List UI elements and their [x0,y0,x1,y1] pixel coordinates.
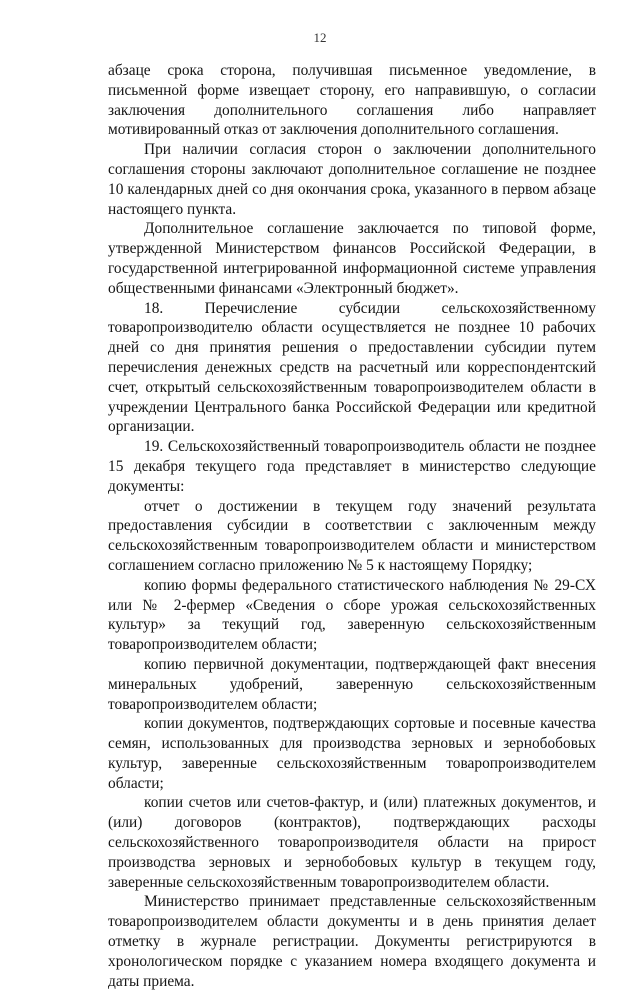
paragraph-statistics-form: копию формы федерального статистического наблюдения № 29-СХ или № 2-фермер «Сведения о сборе урожая сельскохозяйственных культур» за текущий год, заверенную сельскохозяйственным товаропроизводителем области; [108,576,596,654]
paragraph-agreement-consent: При наличии согласия сторон о заключении дополнительного соглашения стороны заключают дополнительное соглашение не позднее 10 календарных дней со дня окончания срока, указанного в первом абзаце настоящего пункта. [108,141,596,218]
paragraph-item-19: 19. Сельскохозяйственный товаропроизводитель области не позднее 15 декабря текущего года представляет в министерство следующие документы: [108,438,596,495]
page-number: 12 [313,30,327,45]
paragraph-ministry-registration: Министерство принимает представленные сельскохозяйственным товаропроизводителем области документы и в день принятия делает отметку в журнале регистрации. Документы регистрируются в хронологическом порядке с указанием номера входящего документа и даты приема. [108,893,596,990]
paragraph-typical-form: Дополнительное соглашение заключается по типовой форме, утвержденной Министерством финансов Российской Федерации, в государственной интегрированной информационной системе управления общественными финансами «Электронный бюджет». [108,220,596,297]
paragraph-primary-docs: копию первичной документации, подтверждающей факт внесения минеральных удобрений, заверенную сельскохозяйственным товаропроизводителем области; [108,655,596,713]
paragraph-invoices: копии счетов или счетов-фактур, и (или) платежных документов, и (или) договоров (контрактов), подтверждающих расходы сельскохозяйственного товаропроизводителя области на прирост производства зерновых и зернобобовых культур в текущем году, заверенные сельскохозяйственным товаропроизводителем области. [108,794,596,891]
paragraph-seed-docs: копии документов, подтверждающих сортовые и посевные качества семян, использованных для производства зерновых и зернобобовых культур, заверенные сельскохозяйственным товаропроизводителем области; [108,715,596,792]
document-body [108,61,596,991]
paragraph-report: отчет о достижении в текущем году значений результата предоставления субсидии в соответствии с заключенным между сельскохозяйственным товаропроизводителем области и министерством соглашением согласно приложению № 5 к настоящему Порядку; [108,497,596,574]
paragraph-continuation: абзаце срока сторона, получившая письменное уведомление, в письменной форме извещает сторону, его направившую, о согласии заключения дополнительного соглашения либо направляет мотивированный отказ от заключения дополнительного соглашения. [108,62,596,139]
paragraph-item-18: 18. Перечисление субсидии сельскохозяйственному товаропроизводителю области осуществляется не позднее 10 рабочих дней со дня принятия решения о предоставлении субсидии путем перечисления денежных средств на расчетный или корреспондентский счет, открытый сельскохозяйственным товаропроизводителем области в учреждении Центрального банка Российской Федерации или кредитной организации. [108,299,596,436]
